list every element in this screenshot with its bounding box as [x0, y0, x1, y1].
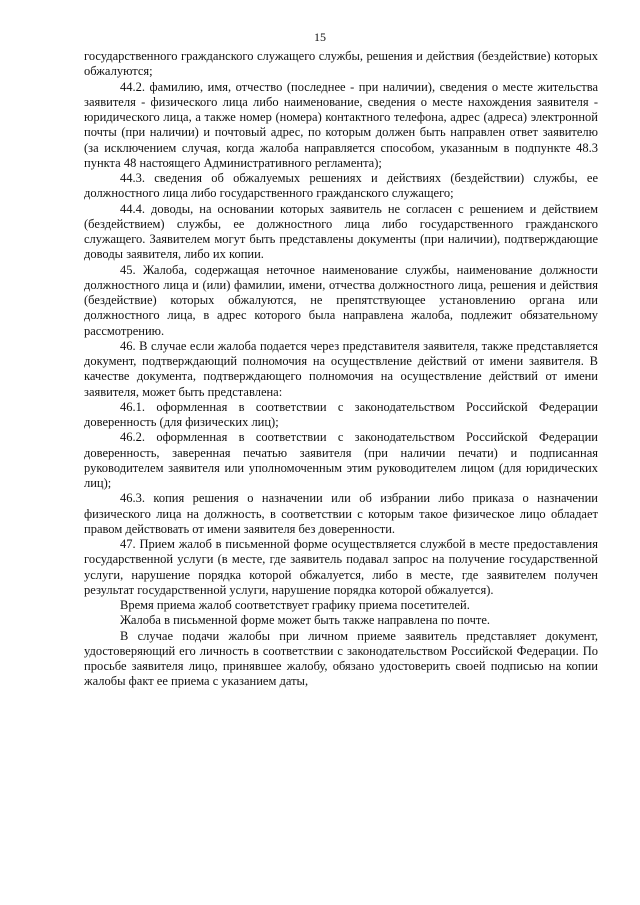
paragraph-44-3: 44.3. сведения об обжалуемых решениях и действиях (бездействии) службы, ее должностного лица либо государственного гражданского служащего;: [84, 171, 598, 201]
paragraph-mail-submission: Жалоба в письменной форме может быть также направлена по почте.: [120, 613, 491, 628]
paragraph-personal-reception: В случае подачи жалобы при личном приеме заявитель представляет документ, удостоверяющий его личность в соответствии с законодательством Российской Федерации. По просьбе заявителя лицо, принявшее жалобу, обязано удостоверить своей подписью на копии жалобы факт ее приема с указанием даты,: [84, 628, 598, 689]
paragraph-continuation: государственного гражданского служащего службы, решения и действия (бездействие) которых обжалуются;: [84, 49, 598, 79]
document-body: [84, 49, 598, 690]
paragraph-46-2: 46.2. оформленная в соответствии с законодательством Российской Федерации доверенность, заверенная печатью заявителя (при наличии печати) и подписанная руководителем заявителя или уполномоченным этим руководителем лицом (для юридических лиц);: [84, 430, 598, 490]
paragraph-44-4: 44.4. доводы, на основании которых заявитель не согласен с решением и действием (бездействием) службы, ее должностного лица либо государственного гражданского служащего. Заявителем могут быть представлены документы (при наличии), подтверждающие доводы заявителя, либо их копии.: [84, 201, 598, 262]
paragraph-46: 46. В случае если жалоба подается через представителя заявителя, также представляется документ, подтверждающий полномочия на осуществление действий от имени заявителя. В качестве документа, подтверждающего полномочия на осуществление действий от имени заявителя, может быть представлена:: [84, 338, 598, 399]
paragraph-45: 45. Жалоба, содержащая неточное наименование службы, наименование должности должностного лица и (или) фамилии, имени, отчества должностного лица, решения и действия (бездействие) которых обжалуются, не препятствующее установлению органа или должностного лица, в адрес которого была направлена жалоба, подлежит обязательному рассмотрению.: [84, 262, 598, 338]
paragraph-46-1: 46.1. оформленная в соответствии с законодательством Российской Федерации доверенность (для физических лиц);: [84, 399, 598, 429]
paragraph-47: 47. Прием жалоб в письменной форме осуществляется службой в месте предоставления государственной услуги (в месте, где заявитель подавал запрос на получение государственной услуги, нарушение порядка которой обжалуется, либо в месте, где заявителем получен результат государственной услуги, нарушение порядка которой обжалуется).: [84, 537, 598, 597]
paragraph-reception-time: Время приема жалоб соответствует графику приема посетителей.: [120, 598, 470, 612]
paragraph-44-2: 44.2. фамилию, имя, отчество (последнее - при наличии), сведения о месте жительства заявителя - физического лица либо наименование, сведения о месте нахождения заявителя - юридического лица, а также номер (номера) контактного телефона, адрес (адреса) электронной почты (при наличии) и почтовый адрес, по которым должен быть направлен ответ заявителю (за исключением случая, когда жалоба направляется способом, указанным в подпункте 48.3 пункта 48 настоящего Административного регламента);: [84, 79, 598, 170]
page-number: 15: [314, 30, 326, 44]
paragraph-46-3: 46.3. копия решения о назначении или об избрании либо приказа о назначении физического лица на должность, в соответствии с которым такое физическое лицо обладает правом действовать от имени заявителя без доверенности.: [84, 491, 598, 536]
